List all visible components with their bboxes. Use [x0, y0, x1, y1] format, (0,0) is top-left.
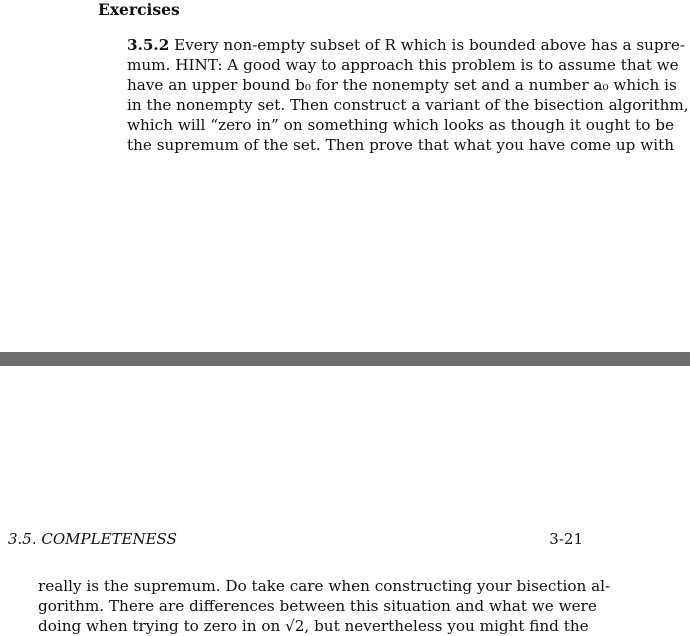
- exercise-number: 3.5.2: [127, 36, 170, 54]
- section-title: 3.5. COMPLETENESS: [8, 530, 177, 548]
- page-divider: [0, 352, 690, 366]
- exercise-line-1: [127, 35, 686, 55]
- page-bottom: [0, 366, 690, 635]
- exercise-line-4: in the nonempty set. Then construct a variant of the bisection algorithm,: [127, 96, 689, 114]
- body-line-1: really is the supremum. Do take care when constructing your bisection al-: [38, 577, 611, 595]
- exercise-line-1-text: Every non-empty subset of R which is bounded above has a supre-: [169, 36, 686, 54]
- exercise-line-2: mum. HINT: A good way to approach this problem is to assume that we: [127, 56, 679, 74]
- page-number: 3-21: [549, 530, 583, 548]
- exercise-line-5: which will “zero in” on something which looks as though it ought to be: [127, 116, 674, 134]
- body-line-3: doing when trying to zero in on √2, but nevertheless you might find the: [38, 617, 589, 635]
- exercises-heading: Exercises: [98, 0, 180, 19]
- exercise-line-6: the supremum of the set. Then prove that what you have come up with: [127, 136, 674, 154]
- body-line-2: gorithm. There are differences between this situation and what we were: [38, 597, 597, 615]
- exercise-3-5-2: [127, 35, 689, 155]
- body-paragraph: [38, 576, 611, 636]
- exercise-line-3: have an upper bound b₀ for the nonempty set and a number a₀ which is: [127, 76, 677, 94]
